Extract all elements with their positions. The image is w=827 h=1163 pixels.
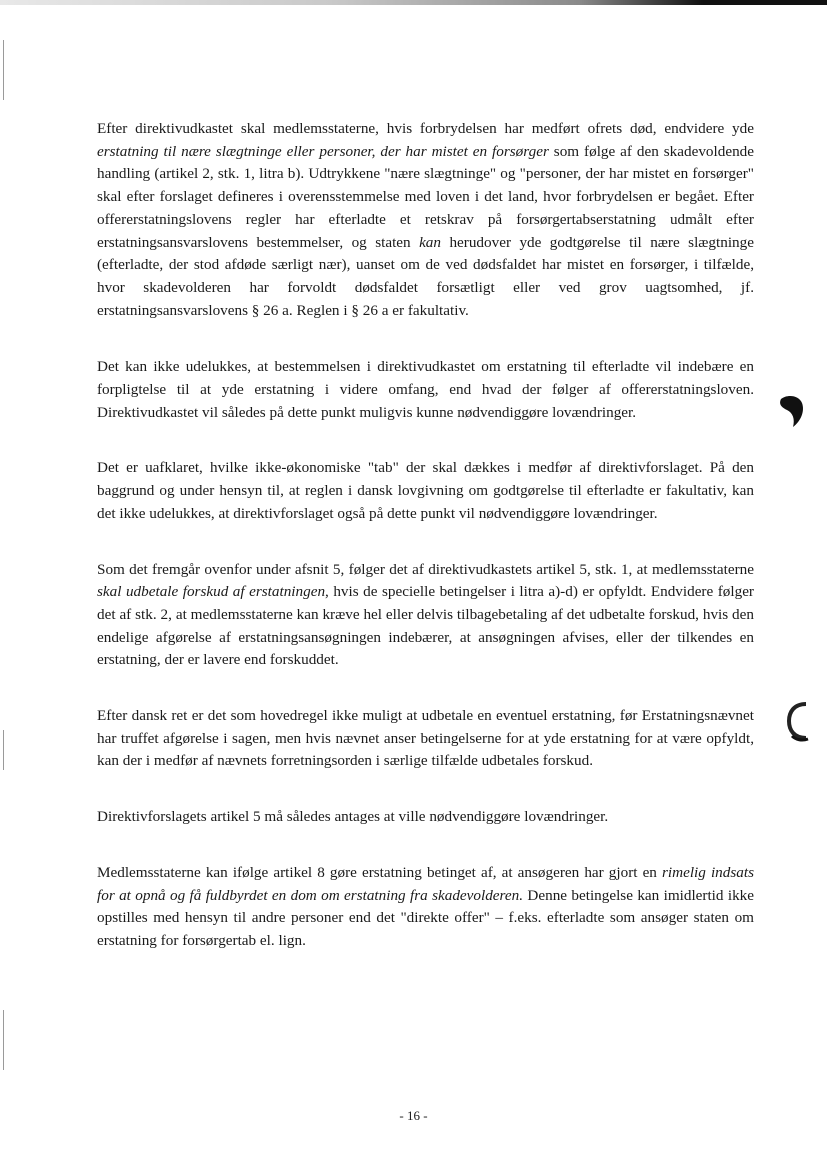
- paragraph: [97, 862, 754, 953]
- text-run: Efter dansk ret er det som hovedregel ikke muligt at udbetale en eventuel erstatning, før Erstatningsnævnet har truffet afgørelse i sagen, men hvis nævnet anser betingelserne for at yde erstatning for at være opfyldt, kan der i medfør af nævnets forretningsorden i særlige tilfælde udbetales forskud.: [97, 707, 754, 770]
- text-run: Som det fremgår ovenfor under afsnit 5, følger det af direktivudkastets artikel 5, stk. 1, at medlemsstaterne: [97, 560, 754, 578]
- paragraph: [97, 118, 754, 322]
- text-run: Efter direktivudkastet skal medlemsstaterne, hvis forbrydelsen har medført ofrets død, endvidere yde: [97, 120, 754, 137]
- page-number: - 16 -: [399, 1108, 428, 1123]
- text-run: Det kan ikke udelukkes, at bestemmelsen i direktivudkastet om erstatning til efterladte vil indebære en forpligtelse til at yde erstatning i videre omfang, end hvad der følger af offererstatningsloven. Direktivudkastet vil således på dette punkt muligvis kunne nødvendiggøre lovændringer.: [97, 358, 754, 421]
- paragraph: [97, 457, 754, 525]
- scan-margin-mark: [3, 40, 4, 100]
- italic-text-run: erstatning til nære slægtninge eller personer, der har mistet en forsørger: [97, 142, 549, 160]
- italic-text-run: skal udbetale forskud af erstatningen: [97, 583, 326, 601]
- paragraph: [97, 806, 754, 829]
- paragraph: [97, 705, 754, 773]
- text-run: herudover yde godtgørelse til nære slægtninge (efterladte, der stod afdøde særligt nær), uanset om de ved dødsfaldet har mistet en forsørger, i tilfælde, hvor skadevolderen har forvoldt dødsfaldet forsætligt eller ved grov uagtsomhed, jf. erstatningsansvarslovens § 26 a. Reglen i § 26 a er fakultativ.: [97, 233, 754, 319]
- document-body: [97, 118, 754, 953]
- scan-punch-hole-mark: [786, 700, 810, 742]
- text-run: som følge af den skadevoldende handling (artikel 2, stk. 1, litra b). Udtrykkene "nære slægtninge" og "personer, der har mistet en forsørger" skal efter forslaget defineres i overensstemmelse med loven i det land, hvor forbrydelsen er begået. Efter offererstatningslovens regler har efterladte et retskrav på forsørgertabserstatning udmålt efter erstatningsansvarslovens bestemmelser, og staten: [97, 142, 755, 251]
- text-run: Denne betingelse kan imidlertid ikke opstilles med hensyn til andre personer end det "direkte offer" – f.eks. efterladte som ansøger staten om erstatning for forsørgertab el. lign.: [97, 886, 755, 949]
- paragraph: [97, 356, 754, 424]
- scan-margin-mark: [3, 730, 4, 770]
- text-run: Medlemsstaterne kan ifølge artikel 8 gøre erstatning betinget af, at ansøgeren har gjort en: [97, 863, 662, 881]
- scan-margin-mark: [3, 1010, 4, 1070]
- text-run: Direktivforslagets artikel 5 må således antages at ville nødvendiggøre lovændringer.: [97, 808, 609, 826]
- paragraph: [97, 559, 754, 673]
- text-run: , hvis de specielle betingelser i litra a)-d) er opfyldt. Endvidere følger det af stk. 2, at medlemsstaterne kan kræve hel eller delvis tilbagebetaling af det udbetalte forskud, hvis den endelige afgørelse af erstatningsansøgningen indebærer, at ansøgningen afvises, eller der tilkendes en erstatning, der er lavere end forskuddet.: [97, 583, 754, 669]
- italic-text-run: kan: [419, 233, 441, 251]
- text-run: Det er uafklaret, hvilke ikke-økonomiske "tab" der skal dækkes i medfør af direktivforslaget. På den baggrund og under hensyn til, at reglen i dansk lovgivning om godtgørelse til efterladte er fakultativ, kan det ikke udelukkes, at direktivforslaget også på dette punkt vil nødvendiggøre lovændringer.: [97, 459, 754, 522]
- italic-text-run: rimelig indsats for at opnå og få fuldbyrdet en dom om erstatning fra skadevolderen.: [97, 863, 754, 904]
- scan-punch-hole-mark: [777, 393, 805, 429]
- scan-top-rule: [0, 0, 827, 5]
